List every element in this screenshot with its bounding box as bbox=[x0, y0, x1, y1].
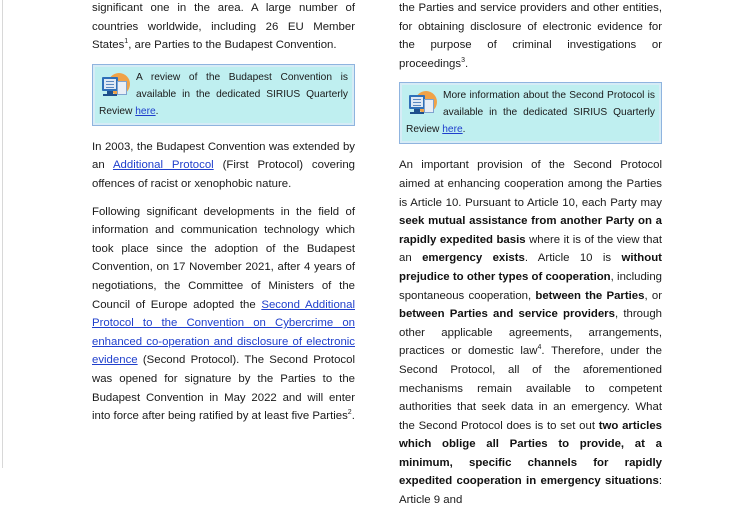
paragraph-article-10 bbox=[399, 156, 662, 509]
paragraph-first-protocol bbox=[92, 138, 355, 194]
footnote-ref-2[interactable]: 2 bbox=[347, 409, 352, 417]
here-link[interactable]: here bbox=[442, 124, 463, 136]
paragraph-text: Following significant developments in the field of information and communication technology which took place since the adoption of the Budapest Convention, on 17 November 2021, after 4 years of negotiations, the Committee of Ministers of the Council of Europe adopted the bbox=[92, 205, 355, 311]
emphasis-text: seek mutual assistance from another Party on a rapidly expedited basis bbox=[399, 215, 662, 246]
paragraph-text: (First Protocol) covering offences of racist or xenophobic nature. bbox=[92, 159, 355, 190]
info-box-text: More information about the Second Protocol is available in the dedicated SIRIUS Quarterly Review bbox=[406, 90, 655, 136]
paragraph-text: . bbox=[464, 57, 469, 70]
paragraph-text: . Therefore, under the Second Protocol, all of the aforementioned mechanisms remain available to competent authorities that seek data in an emergency. What the Second Protocol does is to set out bbox=[399, 345, 662, 432]
emphasis-text: without prejudice to other types of cooperation bbox=[399, 252, 662, 283]
paragraph-text: , are Parties to the Budapest Convention. bbox=[128, 39, 337, 52]
footnote-ref-4[interactable]: 4 bbox=[537, 344, 542, 352]
paragraph-text: : Article 9 and bbox=[399, 475, 662, 507]
emphasis-text: two articles which oblige all Parties to provide, at a minimum, specific channels for rapidly expedited cooperation in emergency situations bbox=[399, 419, 662, 488]
info-box-second-protocol bbox=[399, 82, 662, 144]
paragraph-text: . Article 10 is bbox=[524, 252, 622, 265]
paragraph-text: (Second Protocol). The Second Protocol was opened for signature by the Parties to the Budapest Convention in May 2022 and will enter into force after being ratified by at least five Parties bbox=[92, 354, 355, 423]
additional-protocol-link[interactable]: Additional Protocol bbox=[112, 159, 214, 172]
paragraph-text: where it is of the view that an bbox=[399, 233, 663, 265]
paragraph-member-states bbox=[92, 0, 355, 55]
emphasis-text: between the Parties bbox=[535, 289, 645, 302]
left-column bbox=[92, 0, 355, 435]
right-column bbox=[399, 0, 662, 519]
computer-document-icon bbox=[407, 89, 437, 119]
paragraph-second-protocol bbox=[92, 203, 355, 426]
punctuation: . bbox=[462, 124, 466, 136]
paragraph-disclosure bbox=[399, 0, 662, 73]
paragraph-text: . bbox=[351, 410, 355, 423]
paragraph-text: , including spontaneous cooperation, bbox=[399, 270, 662, 302]
computer-document-icon bbox=[100, 71, 130, 101]
footnote-ref-3[interactable]: 3 bbox=[461, 56, 465, 64]
second-additional-protocol-link[interactable]: Second Additional Protocol to the Convention on Cybercrime on enhanced co-operation and disclosure of electronic evidence bbox=[92, 298, 355, 367]
paragraph-text: , or bbox=[644, 289, 662, 302]
footnote-ref-1[interactable]: 1 bbox=[124, 38, 129, 46]
paragraph-text: significant one in the area. A large number of countries worldwide, including 26 EU Member States bbox=[92, 2, 355, 52]
page-edge-line bbox=[2, 0, 3, 468]
info-box-budapest-review bbox=[92, 64, 355, 126]
paragraph-text: , through other applicable agreements, arrangements, practices or domestic law bbox=[399, 308, 662, 358]
paragraph-text: An important provision of the Second Protocol aimed at enhancing cooperation among the Parties is Article 10. Pursuant to Article 10, each Party may bbox=[399, 159, 662, 209]
punctuation: . bbox=[155, 105, 159, 117]
emphasis-text: emergency exists bbox=[422, 252, 525, 265]
here-link[interactable]: here bbox=[135, 105, 156, 117]
paragraph-text: the Parties and service providers and other entities, for obtaining disclosure of electronic evidence for the purpose of criminal investigations or proceedings bbox=[399, 2, 662, 70]
emphasis-text: between Parties and service providers bbox=[399, 308, 615, 321]
info-box-text: A review of the Budapest Convention is available in the dedicated SIRIUS Quarterly Review bbox=[99, 71, 348, 117]
paragraph-text: In 2003, the Budapest Convention was extended by an bbox=[92, 140, 355, 172]
